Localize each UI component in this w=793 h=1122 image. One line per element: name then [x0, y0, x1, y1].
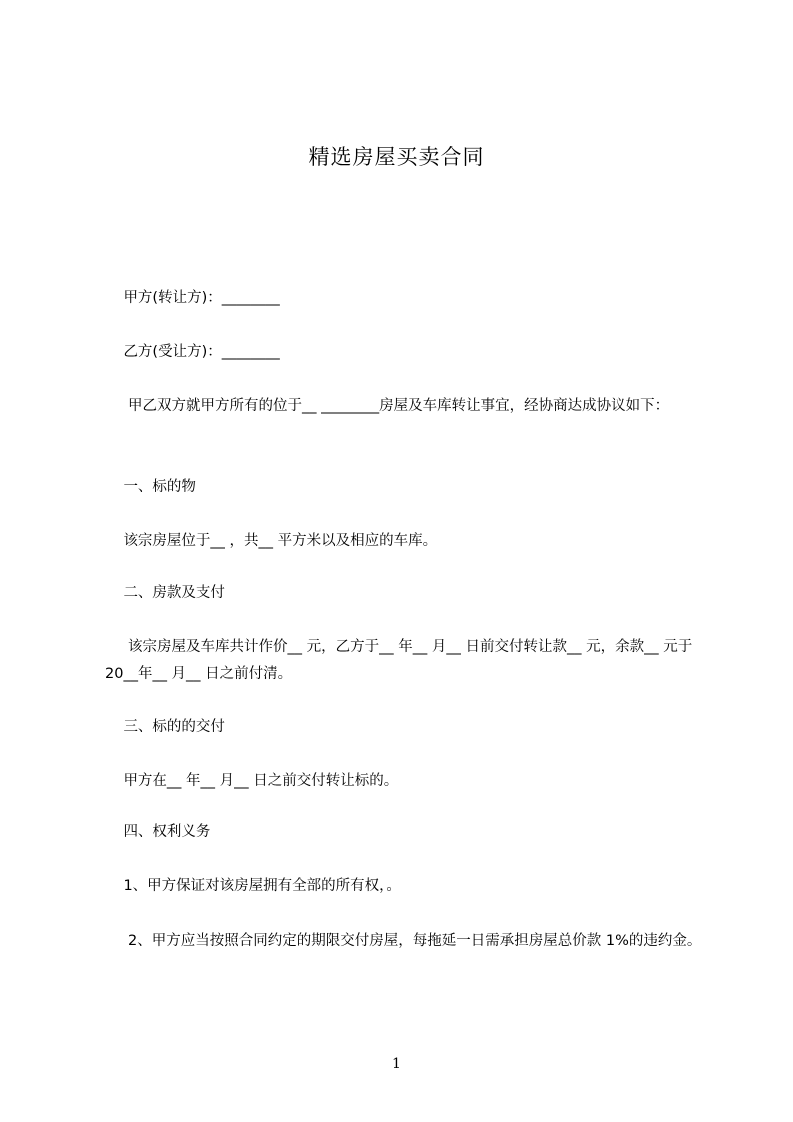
party-a-line: 甲方(转让方)：________	[105, 290, 280, 306]
section-heading-2: 二、房款及支付	[105, 585, 225, 601]
section-heading-4: 四、权利义务	[105, 824, 211, 840]
party-b-line: 乙方(受让方)：________	[105, 344, 280, 360]
preamble-paragraph: 甲乙双方就甲方所有的位于__ ________房屋及车库转让事宜，经协商达成协议如下：	[105, 398, 670, 414]
section-heading-1: 一、标的物	[105, 479, 196, 495]
section-heading-3: 三、标的的交付	[105, 719, 225, 735]
section-2-paragraph: 该宗房屋及车库共计作价__ 元，乙方于__ 年__ 月__ 日前交付转让款__ 元，余款__ 元于 20__年__ 月__ 日之前付清。	[105, 639, 697, 682]
document-title: 精选房屋买卖合同	[308, 145, 485, 169]
section-3-paragraph: 甲方在__ 年__ 月__ 日之前交付转让标的。	[105, 773, 399, 789]
section-4-item-2: 2、甲方应当按照合同约定的期限交付房屋，每拖延一日需承担房屋总价款 1%的违约金。	[105, 933, 702, 949]
section-4-item-1: 1、甲方保证对该房屋拥有全部的所有权，。	[105, 878, 401, 894]
page-number: 1	[392, 1056, 401, 1072]
section-1-paragraph: 该宗房屋位于__ ，共__ 平方米以及相应的车库。	[105, 533, 438, 549]
